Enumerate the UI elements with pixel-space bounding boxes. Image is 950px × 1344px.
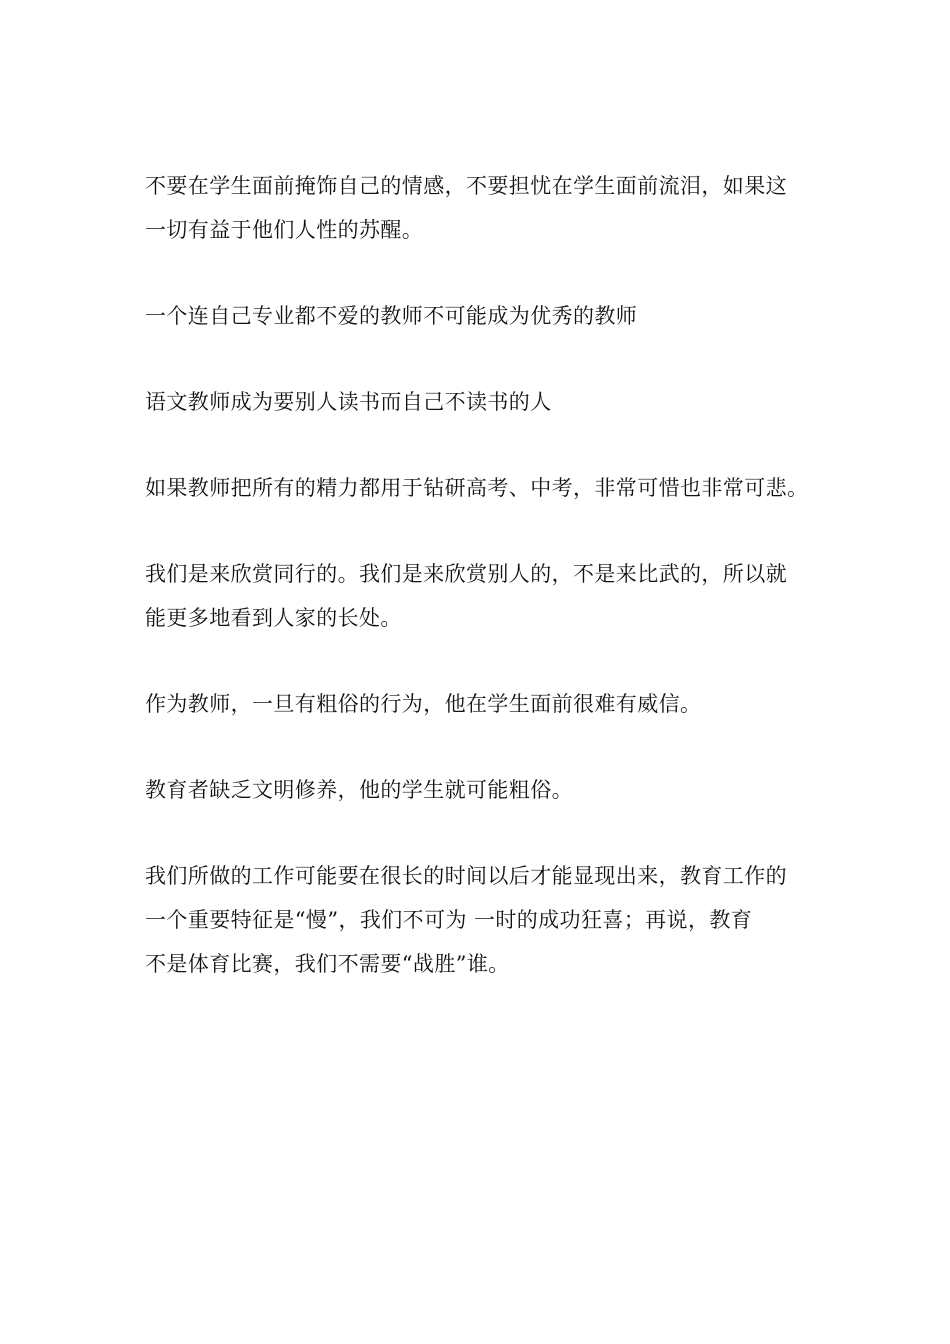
paragraph-3 bbox=[145, 380, 825, 424]
paragraph-line: 如果教师把所有的精力都用于钻研高考、中考，非常可惜也非常可悲。 bbox=[145, 476, 809, 500]
paragraph-8 bbox=[145, 854, 825, 986]
paragraph-line: 我们所做的工作可能要在很长的时间以后才能显现出来，教育工作的 bbox=[145, 864, 787, 888]
paragraph-1 bbox=[145, 164, 825, 252]
paragraph-7 bbox=[145, 768, 825, 812]
paragraph-5 bbox=[145, 552, 825, 640]
paragraph-line: 一个重要特征是“慢”，我们不可为 一时的成功狂喜；再说，教育 bbox=[145, 908, 753, 932]
paragraph-line: 作为教师，一旦有粗俗的行为，他在学生面前很难有威信。 bbox=[145, 692, 702, 716]
paragraph-4 bbox=[145, 466, 825, 510]
document-body bbox=[145, 164, 825, 1028]
paragraph-line: 我们是来欣赏同行的。我们是来欣赏别人的，不是来比武的，所以就 bbox=[145, 562, 787, 586]
paragraph-line: 不要在学生面前掩饰自己的情感，不要担忧在学生面前流泪，如果这 bbox=[145, 174, 787, 198]
paragraph-line: 一切有益于他们人性的苏醒。 bbox=[145, 218, 424, 242]
paragraph-6 bbox=[145, 682, 825, 726]
paragraph-line: 能更多地看到人家的长处。 bbox=[145, 606, 402, 630]
paragraph-line: 教育者缺乏文明修养，他的学生就可能粗俗。 bbox=[145, 778, 573, 802]
paragraph-2 bbox=[145, 294, 825, 338]
paragraph-line: 不是体育比赛，我们不需要“战胜”谁。 bbox=[145, 952, 510, 976]
paragraph-line: 语文教师成为要别人读书而自己不读书的人 bbox=[145, 390, 552, 414]
paragraph-line: 一个连自己专业都不爱的教师不可能成为优秀的教师 bbox=[145, 304, 638, 328]
